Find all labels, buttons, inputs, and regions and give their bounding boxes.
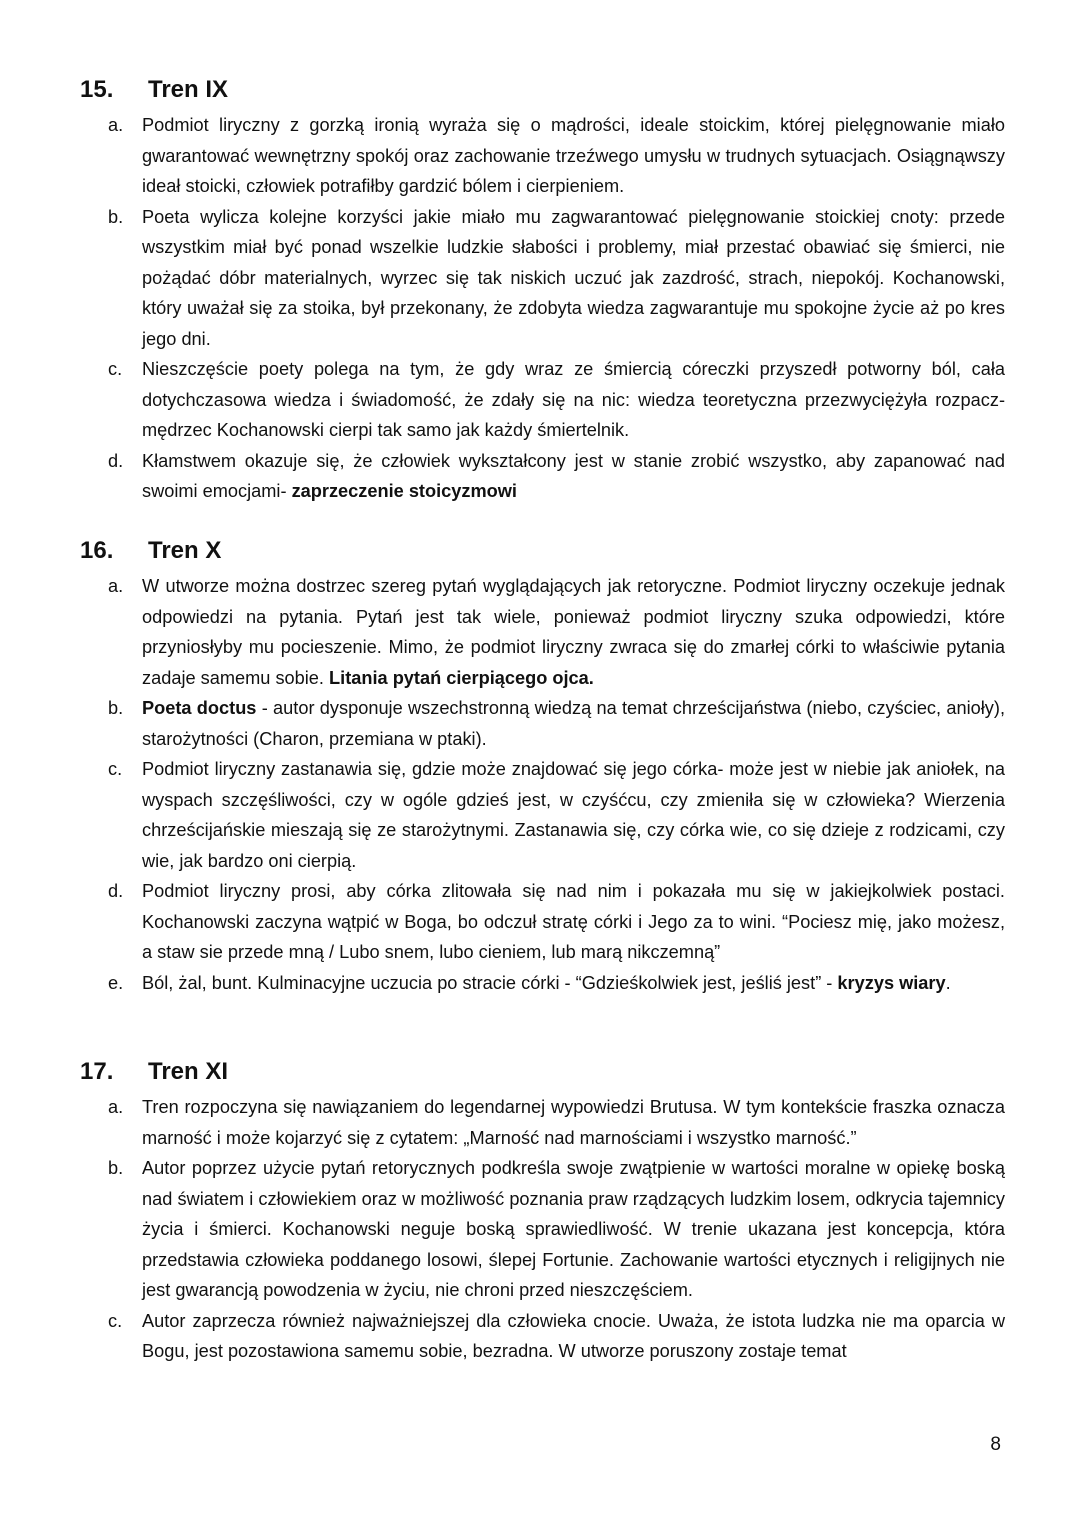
list-item xyxy=(80,968,1005,999)
section-tren-ix xyxy=(80,76,1005,507)
item-letter: d. xyxy=(108,881,124,901)
section-heading xyxy=(80,1058,1005,1088)
item-text: Kłamstwem okazuje się, że człowiek wykształcony jest w stanie zrobić wszystko, aby zapanować nad swoimi emocjami- xyxy=(142,450,1005,501)
item-text: Podmiot liryczny z gorzką ironią wyraża się o mądrości, ideale stoickim, której pielęgnowanie miało gwarantować wewnętrzny spokój oraz zachowanie trzeźwego umysłu w trudnych sytuacjach. Osiągnąwszy ideał stoicki, człowiek potrafiłby gardzić bólem i cierpieniem. xyxy=(142,115,1005,196)
item-letter: b. xyxy=(108,698,124,718)
item-text: Nieszczęście poety polega na tym, że gdy wraz ze śmiercią córeczki przyszedł potworny ból, cała dotychczasowa wiedza i świadomość, że zdały się na nic: wiedza teoretyczna przezwyciężyła rozpacz- mędrzec Kochanowski cierpi tak samo jak każdy śmiertelnik. xyxy=(142,359,1005,440)
item-text: Autor zaprzecza również najważniejszej dla człowieka cnocie. Uważa, że istota ludzka nie ma oparcia w Bogu, jest pozostawiona samemu sobie, bezradna. W utworze poruszony zostaje temat xyxy=(142,1310,1005,1361)
item-letter: a. xyxy=(108,576,124,596)
item-text-bold: kryzys wiary xyxy=(837,972,946,993)
item-list xyxy=(80,110,1005,507)
list-item xyxy=(80,693,1005,754)
item-list xyxy=(80,1092,1005,1367)
section-heading xyxy=(80,76,1005,106)
list-item xyxy=(80,202,1005,355)
list-item xyxy=(80,571,1005,693)
list-item xyxy=(80,446,1005,507)
item-letter: d. xyxy=(108,450,124,471)
section-tren-xi xyxy=(80,1058,1005,1367)
list-item xyxy=(80,754,1005,876)
list-item xyxy=(80,110,1005,202)
list-item xyxy=(80,1153,1005,1306)
section-number: 15. xyxy=(80,76,114,103)
section-title: Tren X xyxy=(148,537,222,564)
item-text: Poeta wylicza kolejne korzyści jakie miało mu zagwarantować pielęgnowanie stoickiej cnoty: przede wszystkim miał być ponad wszelkie ludzkie słabości i problemy, miał przestać obawiać się śmierci, nie pożądać dóbr materialnych, wyrzec się tak niskich uczuć jak zazdrość, strach, niepokój. Kochanowski, który uważał się za stoika, był przekonany, że zdobyta wiedza zagwarantuje mu spokojne życie aż po kres jego dni. xyxy=(142,206,1005,349)
item-text: W utworze można dostrzec szereg pytań wyglądających jak retoryczne. Podmiot liryczny oczekuje jednak odpowiedzi na pytania. Pytań jest tak wiele, ponieważ podmiot liryczny szuka odpowiedzi, które przyniosłyby mu pocieszenie. Mimo, że podmiot liryczny zwraca się do zmarłej córki to właściwie pytania zadaje samemu sobie. xyxy=(142,576,1005,688)
item-text-bold: Litania pytań cierpiącego ojca. xyxy=(329,667,594,688)
item-letter: b. xyxy=(108,1158,124,1178)
section-tren-x xyxy=(80,537,1005,998)
section-title: Tren XI xyxy=(148,1058,229,1085)
section-number: 17. xyxy=(80,1058,114,1085)
section-heading xyxy=(80,537,1005,567)
item-text: Tren rozpoczyna się nawiązaniem do legendarnej wypowiedzi Brutusa. W tym kontekście fraszka oznacza marność i może kojarzyć się z cytatem: „Marność nad marnościami i wszystko marność.” xyxy=(142,1097,1005,1148)
item-text: Ból, żal, bunt. Kulminacyjne uczucia po stracie córki - “Gdzieśkolwiek jest, jeśliś jest” - xyxy=(142,972,838,993)
item-letter: c. xyxy=(108,1310,123,1331)
item-letter: a. xyxy=(108,1097,124,1117)
item-text: Autor poprzez użycie pytań retorycznych podkreśla swoje zwątpienie w wartości moralne w opiekę boską nad światem i człowiekiem oraz w możliwość poznania praw rządzących ludzkim losem, odkrycia tajemnicy życia i śmierci. Kochanowski neguje boską sprawiedliwość. W trenie ukazana jest koncepcja, która przedstawia człowieka poddanego losowi, ślepej Fortunie. Zachowanie wartości etycznych i religijnych nie jest gwarancją powodzenia w życiu, nie chroni przed nieszczęściem. xyxy=(142,1158,1005,1300)
item-list xyxy=(80,571,1005,998)
list-item xyxy=(80,1092,1005,1153)
section-number: 16. xyxy=(80,537,114,564)
item-letter: c. xyxy=(108,759,123,779)
item-text: Podmiot liryczny prosi, aby córka zlitowała się nad nim i pokazała mu się w jakiejkolwiek postaci. Kochanowski zaczyna wątpić w Boga, bo odczuł stratę córki i Jego za to wini. “Pociesz mię, jako możesz, a staw sie przede mną / Lubo snem, lubo cieniem, lub marą nikczemną” xyxy=(142,881,1005,962)
item-letter: b. xyxy=(108,206,124,227)
item-letter: c. xyxy=(108,359,123,379)
item-text-bold: Poeta doctus xyxy=(142,698,257,718)
item-text: . xyxy=(945,972,951,993)
list-item xyxy=(80,354,1005,446)
list-item xyxy=(80,876,1005,968)
section-title: Tren IX xyxy=(148,76,229,103)
page-number: 8 xyxy=(990,1434,1001,1455)
item-letter: e. xyxy=(108,972,124,993)
item-letter: a. xyxy=(108,115,124,135)
item-text: Podmiot liryczny zastanawia się, gdzie może znajdować się jego córka- może jest w niebie jak aniołek, na wyspach szczęśliwości, czy w ogóle gdzieś jest, w czyśćcu, czy zmieniła się w człowieka? Wierzenia chrześcijańskie mieszają się ze starożytnymi. Zastanawia się, czy córka wie, co się dzieje z rodzicami, czy wie, jak bardzo oni cierpią. xyxy=(142,759,1005,871)
item-text-bold: zaprzeczenie stoicyzmowi xyxy=(291,481,517,501)
item-text: - autor dysponuje wszechstronną wiedzą na temat chrześcijaństwa (niebo, czyściec, anioły), starożytności (Charon, przemiana w ptaki). xyxy=(142,698,1005,749)
list-item xyxy=(80,1306,1005,1367)
